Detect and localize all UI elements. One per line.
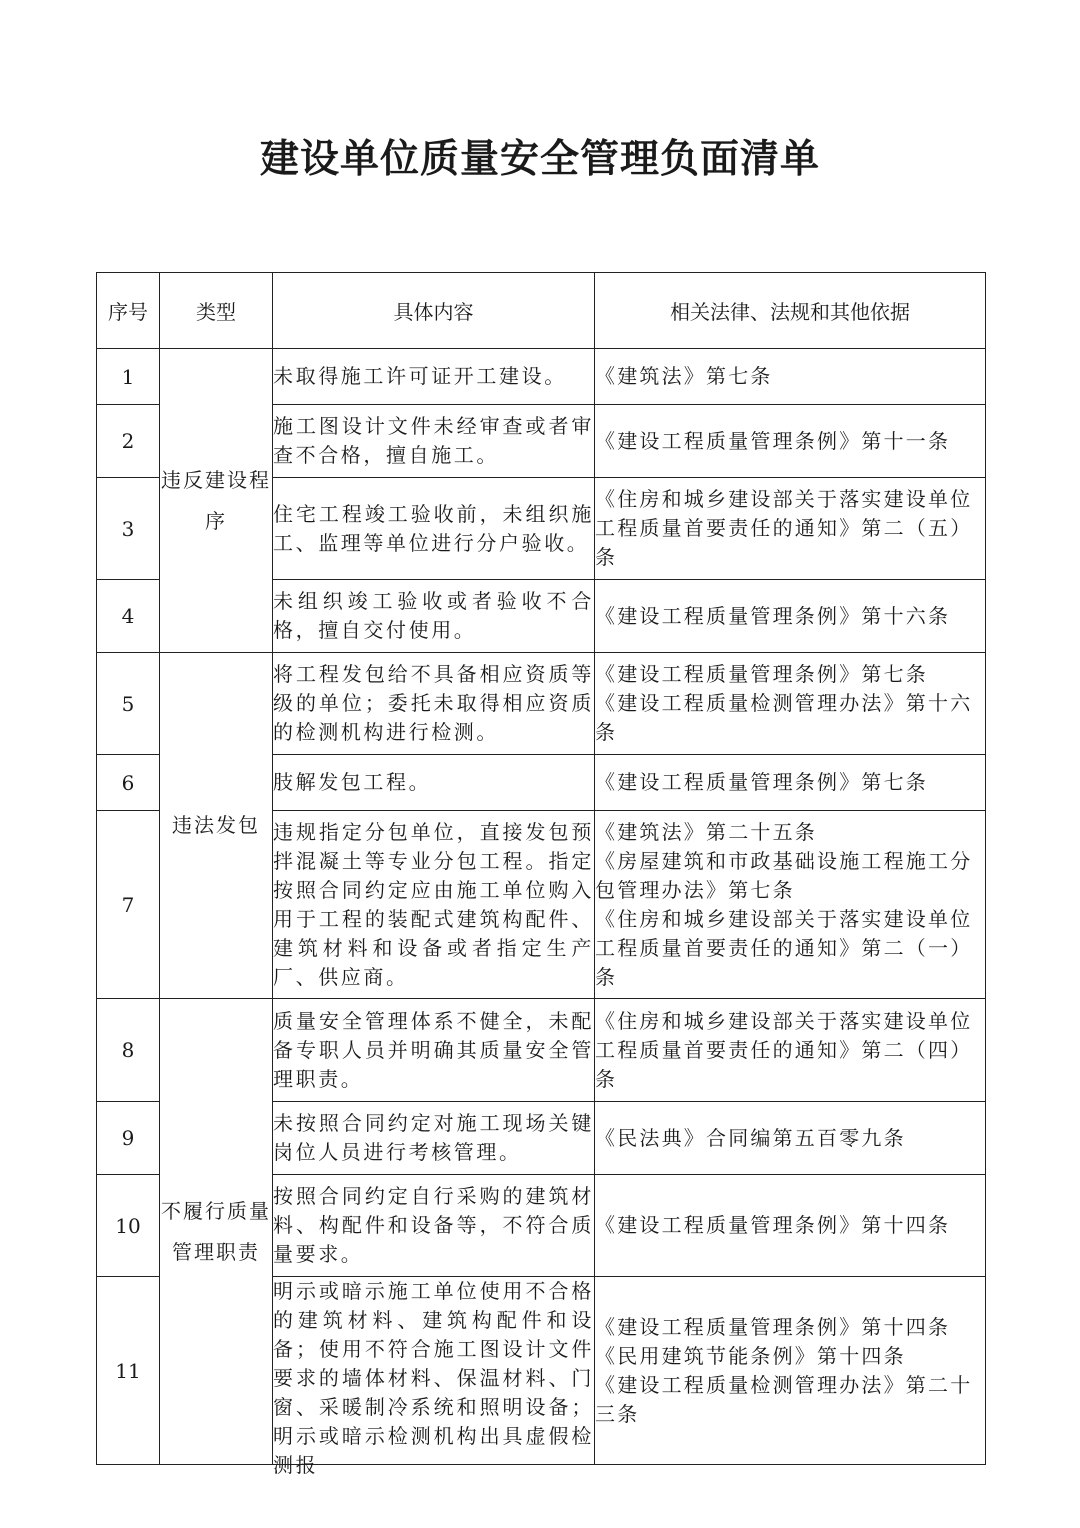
basis-ref: 《建设工程质量管理条例》第七条	[595, 662, 928, 686]
row-number: 11	[97, 1277, 160, 1465]
basis-ref: 《建设工程质量管理条例》第十四条	[595, 1213, 951, 1237]
basis-ref: 《建设工程质量检测管理办法》第十六条	[595, 691, 973, 744]
basis-cell	[595, 811, 986, 999]
row-number: 4	[97, 580, 160, 653]
header-no: 序号	[97, 273, 160, 349]
basis-cell	[595, 478, 986, 580]
basis-ref: 《房屋建筑和市政基础设施工程施工分包管理办法》第七条	[595, 848, 973, 902]
basis-cell	[595, 1277, 986, 1465]
row-number: 1	[97, 349, 160, 405]
content-cell: 未按照合同约定对施工现场关键岗位人员进行考核管理。	[273, 1102, 595, 1175]
basis-cell	[595, 580, 986, 653]
row-number: 10	[97, 1175, 160, 1277]
basis-ref: 《建设工程质量管理条例》第七条	[595, 770, 928, 794]
basis-ref: 《民用建筑节能条例》第十四条	[595, 1343, 906, 1368]
category-cell: 违反建设程序	[160, 349, 273, 653]
basis-ref: 《建设工程质量管理条例》第十一条	[595, 428, 951, 453]
basis-ref: 《建设工程质量管理条例》第十六条	[595, 603, 951, 628]
header-basis: 相关法律、法规和其他依据	[595, 273, 986, 349]
negative-list-table	[96, 272, 986, 1477]
row-number: 7	[97, 811, 160, 999]
basis-ref: 《住房和城乡建设部关于落实建设单位工程质量首要责任的通知》第二（四）条	[595, 1008, 973, 1091]
content-cell: 住宅工程竣工验收前，未组织施工、监理等单位进行分户验收。	[273, 478, 595, 580]
table-row	[97, 653, 986, 755]
basis-cell	[595, 349, 986, 405]
basis-cell	[595, 653, 986, 755]
content-cell: 施工图设计文件未经审查或者审查不合格，擅自施工。	[273, 405, 595, 478]
basis-ref: 《民法典》合同编第五百零九条	[595, 1125, 906, 1150]
table-header-row	[97, 273, 986, 349]
basis-ref: 《住房和城乡建设部关于落实建设单位工程质量首要责任的通知》第二（五）条	[595, 487, 973, 569]
row-number: 8	[97, 999, 160, 1102]
basis-ref: 《建筑法》第七条	[595, 364, 773, 388]
content-cell: 肢解发包工程。	[273, 755, 595, 811]
content-cell: 违规指定分包单位，直接发包预拌混凝土等专业分包工程。指定按照合同约定应由施工单位购入用于工程的装配式建筑构配件、建筑材料和设备或者指定生产厂、供应商。	[273, 811, 595, 999]
table-row	[97, 349, 986, 405]
basis-cell	[595, 405, 986, 478]
basis-cell	[595, 999, 986, 1102]
basis-cell	[595, 1175, 986, 1277]
header-content: 具体内容	[273, 273, 595, 349]
basis-cell	[595, 1102, 986, 1175]
table-row	[97, 999, 986, 1102]
basis-cell	[595, 755, 986, 811]
row-number: 5	[97, 653, 160, 755]
row-number: 6	[97, 755, 160, 811]
content-cell: 未取得施工许可证开工建设。	[273, 349, 595, 405]
category-cell: 违法发包	[160, 653, 273, 999]
content-text: 明示或暗示施工单位使用不合格的建筑材料、建筑构配件和设备；使用不符合施工图设计文件要求的墙体材料、保温材料、门窗、采暖制冷系统和照明设备；明示或暗示检测机构出具虚假检测报	[273, 1279, 594, 1477]
header-type: 类型	[160, 273, 273, 349]
page-title: 建设单位质量安全管理负面清单	[259, 137, 820, 182]
category-cell: 不履行质量管理职责	[160, 999, 273, 1465]
row-number: 2	[97, 405, 160, 478]
basis-ref: 《住房和城乡建设部关于落实建设单位工程质量首要责任的通知》第二（一）条	[595, 906, 973, 989]
basis-ref: 《建筑法》第二十五条	[595, 819, 817, 844]
row-number: 9	[97, 1102, 160, 1175]
content-cell: 质量安全管理体系不健全，未配备专职人员并明确其质量安全管理职责。	[273, 999, 595, 1102]
content-cell: 按照合同约定自行采购的建筑材料、构配件和设备等，不符合质量要求。	[273, 1175, 595, 1277]
basis-ref: 《建设工程质量管理条例》第十四条	[595, 1314, 951, 1339]
basis-ref: 《建设工程质量检测管理办法》第二十三条	[595, 1372, 973, 1426]
content-cell: 未组织竣工验收或者验收不合格，擅自交付使用。	[273, 580, 595, 653]
content-cell: 将工程发包给不具备相应资质等级的单位；委托未取得相应资质的检测机构进行检测。	[273, 653, 595, 755]
content-cell	[273, 1277, 595, 1477]
row-number: 3	[97, 478, 160, 580]
